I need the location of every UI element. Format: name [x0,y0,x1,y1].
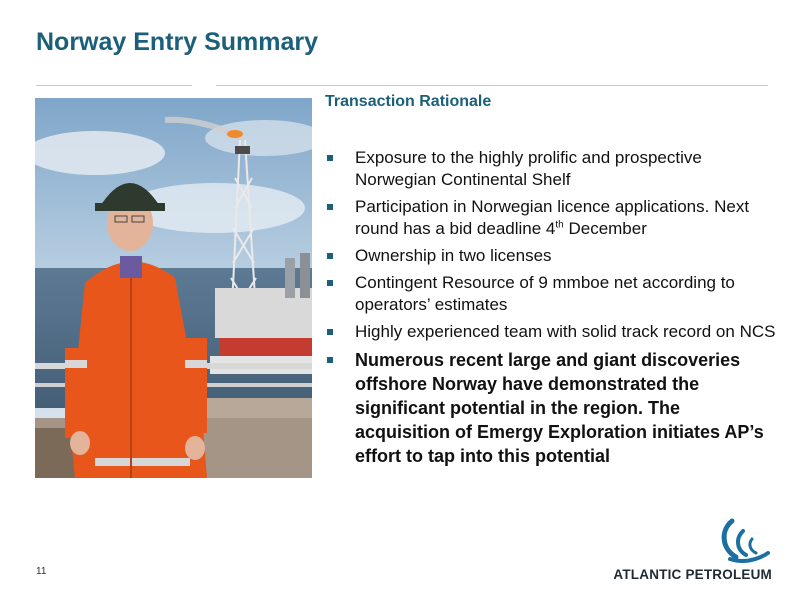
bullet-item [327,196,777,240]
square-bullet-icon [327,204,333,210]
square-bullet-icon [327,329,333,335]
bullet-item-highlight [327,348,777,468]
company-logo [604,517,774,587]
offshore-platform-photo [35,98,312,478]
square-bullet-icon [327,253,333,259]
bullet-item [327,272,777,316]
square-bullet-icon [327,155,333,161]
bullet-item [327,245,777,267]
bullet-text: Ownership in two licenses [355,246,552,265]
section-title: Transaction Rationale [325,93,492,110]
bullet-item [327,321,777,343]
company-name: ATLANTIC PETROLEUM [613,567,772,582]
bullet-text: Participation in Norwegian licence applications. Next round has a bid deadline 4 [355,197,750,238]
bullet-text: Contingent Resource of 9 mmboe net according to operators’ estimates [355,273,735,314]
bullet-text: Exposure to the highly prolific and prospective Norwegian Continental Shelf [355,148,702,189]
square-bullet-icon [327,357,333,363]
rationale-bullet-list [327,147,777,473]
wave-logo-icon [716,517,770,565]
slide-title: Norway Entry Summary [36,28,319,56]
bullet-superscript: th [555,219,564,231]
page-number: 11 [36,566,47,577]
bullet-text-continued: December [563,219,647,238]
divider-right [216,85,768,86]
bullet-text: Numerous recent large and giant discoveries offshore Norway have demonstrated the significant potential in the region. The acquisition of Emergy Exploration initiates AP’s effort to tap into this potential [355,350,764,466]
divider-left [36,85,192,86]
bullet-item [327,147,777,191]
bullet-text: Highly experienced team with solid track record on NCS [355,322,776,341]
square-bullet-icon [327,280,333,286]
